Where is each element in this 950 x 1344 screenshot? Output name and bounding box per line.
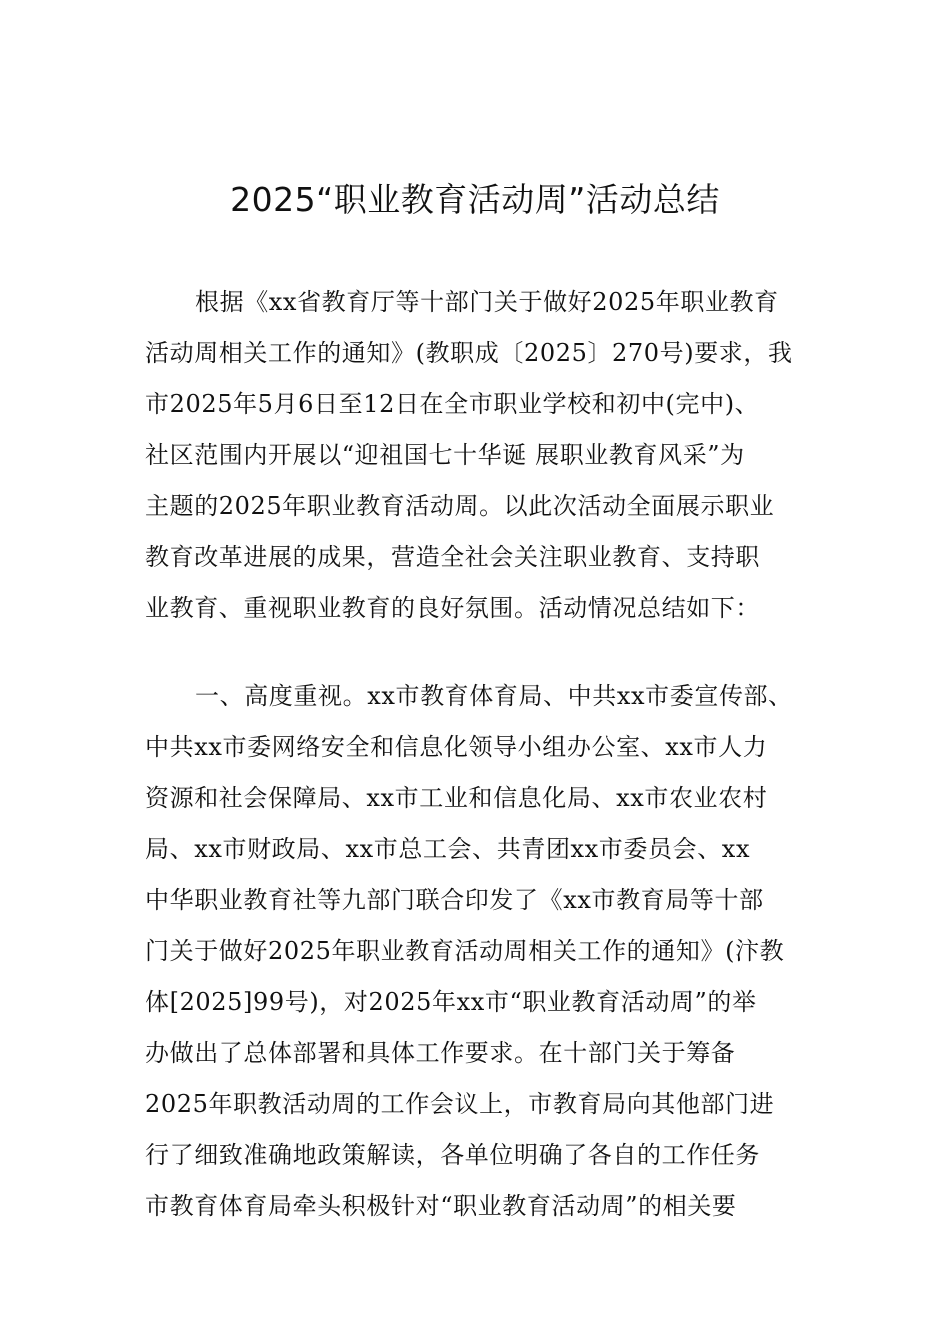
paragraph-line: 业教育、重视职业教育的良好氛围。活动情况总结如下： — [145, 594, 760, 622]
paragraph-line: 2025年职教活动周的工作会议上，市教育局向其他部门进 — [145, 1090, 775, 1118]
paragraph-line: 行了细致准确地政策解读，各单位明确了各自的工作任务 — [145, 1141, 760, 1169]
paragraph-section-1 — [145, 671, 845, 1232]
paragraph-line: 一、高度重视。xx市教育体育局、中共xx市委宣传部、 — [195, 682, 793, 710]
document-title: 2025“职业教育活动周”活动总结 — [230, 180, 720, 219]
paragraph-intro — [145, 277, 845, 634]
paragraph-line: 市2025年5月6日至12日在全市职业学校和初中(完中)、 — [145, 390, 760, 418]
paragraph-line: 办做出了总体部署和具体工作要求。在十部门关于筹备 — [145, 1039, 736, 1067]
paragraph-line: 中华职业教育社等九部门联合印发了《xx市教育局等十部 — [145, 886, 764, 914]
paragraph-line: 教育改革进展的成果，营造全社会关注职业教育、支持职 — [145, 543, 760, 571]
paragraph-line: 市教育体育局牵头积极针对“职业教育活动周”的相关要 — [145, 1192, 737, 1220]
paragraph-line: 资源和社会保障局、xx市工业和信息化局、xx市农业农村 — [145, 784, 768, 812]
paragraph-line: 中共xx市委网络安全和信息化领导小组办公室、xx市人力 — [145, 733, 768, 761]
paragraph-line: 社区范围内开展以“迎祖国七十华诞 展职业教育风采”为 — [145, 441, 745, 469]
paragraph-line: 门关于做好2025年职业教育活动周相关工作的通知》(汴教 — [145, 937, 785, 965]
paragraph-line: 主题的2025年职业教育活动周。以此次活动全面展示职业 — [145, 492, 775, 520]
paragraph-line: 活动周相关工作的通知》(教职成〔2025〕270号)要求，我 — [145, 339, 793, 367]
paragraph-line: 体[2025]99号)，对2025年xx市“职业教育活动周”的举 — [145, 988, 757, 1016]
paragraph-line: 局、xx市财政局、xx市总工会、共青团xx市委员会、xx — [145, 835, 751, 863]
paragraph-line: 根据《xx省教育厅等十部门关于做好2025年职业教育 — [195, 288, 779, 316]
